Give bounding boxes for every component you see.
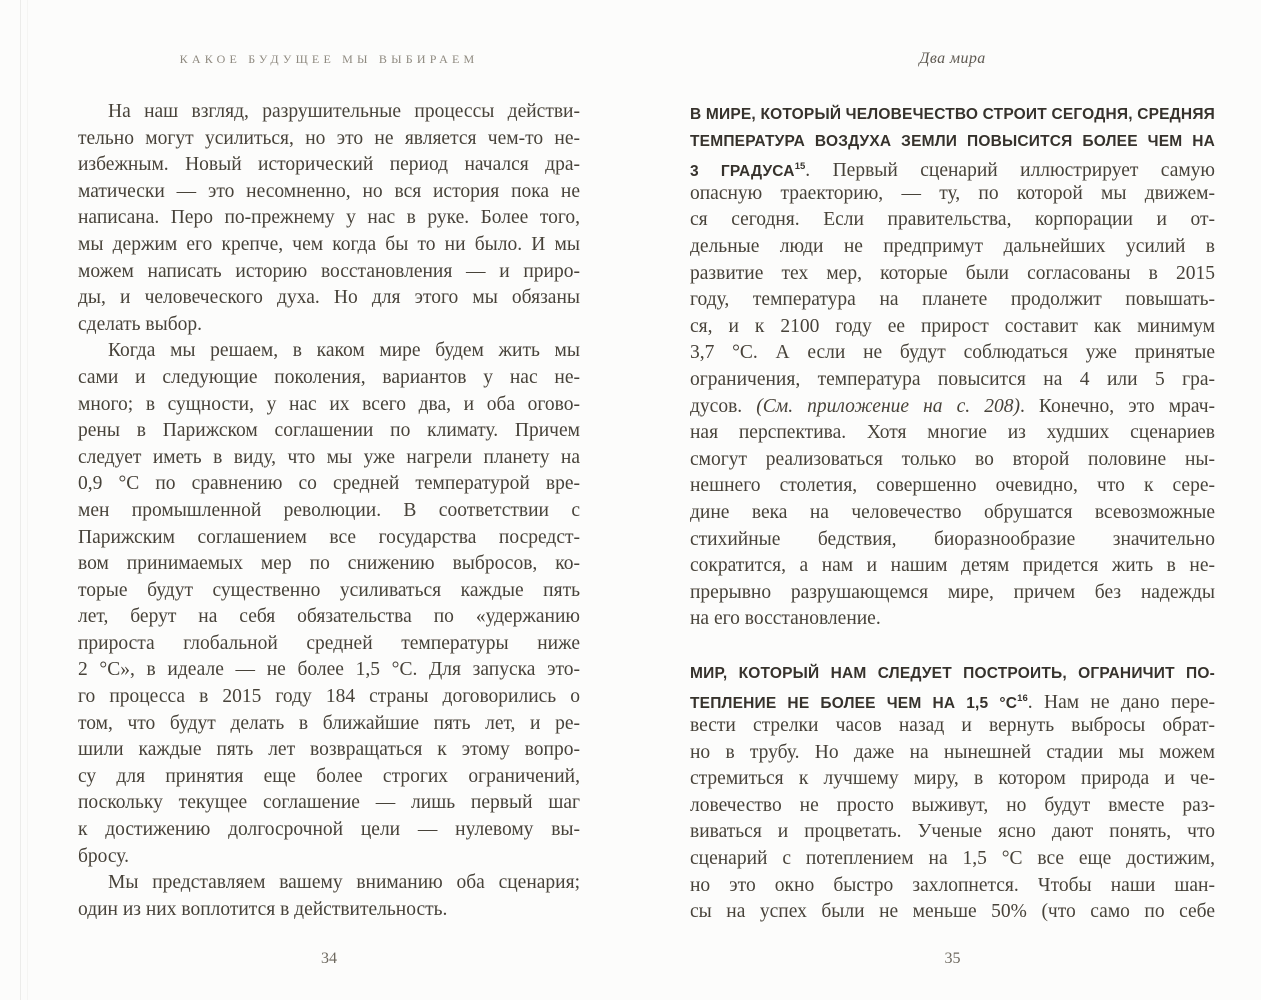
body-text: но это окно быстро захлопнется. Чтобы наши шан- <box>690 874 1215 896</box>
body-text: ловечество не просто выживут, но будут вместе раз- <box>690 794 1215 816</box>
text-line <box>690 766 1215 793</box>
text-line <box>78 392 580 419</box>
body-text: дусов. <box>690 395 757 417</box>
body-text: нешнего столетия, совершенно очевидно, что к сере- <box>690 475 1215 497</box>
body-text: го процесса в 2015 году 184 страны договорились о <box>78 686 580 708</box>
body-text: поскольку текущее соглашение — лишь первый шаг <box>78 792 580 814</box>
body-text: (См. приложение на с. 208) <box>756 395 1020 417</box>
body-text: стихийные бедствия, биоразнообразие значительно <box>690 528 1215 550</box>
body-text: написана. Перо по-прежнему у нас в руке. Более того, <box>78 207 580 229</box>
text-line <box>690 660 1215 687</box>
text-line <box>78 578 580 605</box>
text-line <box>690 234 1215 261</box>
text-line <box>78 498 580 525</box>
body-text: Когда мы решаем, в каком мире будем жить мы <box>108 340 580 362</box>
text-line <box>78 764 580 791</box>
body-text: прерывно разрушающемся мире, причем без надежды <box>690 581 1215 603</box>
body-text: Мы представляем вашему вниманию оба сценария; <box>108 872 580 894</box>
body-text: сами и следующие поколения, вариантов у нас не- <box>78 366 580 388</box>
heading-text: 3 ГРАДУСА <box>690 163 795 181</box>
right-page <box>690 0 1215 1000</box>
text-line <box>690 793 1215 820</box>
text-line <box>690 181 1215 208</box>
text-line <box>78 631 580 658</box>
text-line <box>78 844 580 871</box>
body-text: вом принимаемых мер по снижению выбросов, ко- <box>78 553 580 575</box>
body-text: опасную траекторию, — ту, по которой мы движем- <box>690 182 1215 204</box>
body-text: шили каждые пять лет возвращаться к этому вопро- <box>78 739 580 761</box>
body-text: дине века на человечество обрушатся всевозможные <box>690 501 1215 523</box>
text-line <box>78 152 580 179</box>
body-text: сократится, а нам и нашим детям придется жить в не- <box>690 555 1215 577</box>
text-line <box>690 207 1215 234</box>
body-text: 0,9 °С по сравнению со средней температурой вре- <box>78 473 580 495</box>
body-text: ная перспектива. Хотя многие из худших сценариев <box>690 422 1215 444</box>
body-text: . Первый сценарий иллюстрирует самую <box>805 160 1216 182</box>
body-text: стремиться к лучшему миру, в котором природа и че- <box>690 768 1215 790</box>
text-line <box>690 314 1215 341</box>
body-text: ограничения, температура повысится на 4 или 5 гра- <box>690 368 1215 390</box>
text-line <box>78 338 580 365</box>
text-line <box>690 899 1215 926</box>
text-line <box>690 287 1215 314</box>
left-page-body <box>78 99 580 923</box>
body-text: сделать выбор. <box>78 313 203 335</box>
text-line <box>690 846 1215 873</box>
text-line <box>690 420 1215 447</box>
text-line <box>78 445 580 472</box>
text-line <box>690 154 1215 181</box>
text-line <box>78 604 580 631</box>
body-text: один из них воплотится в действительность. <box>78 898 448 920</box>
text-line <box>78 205 580 232</box>
heading-text: МИР, КОТОРЫЙ НАМ СЛЕДУЕТ ПОСТРОИТЬ, ОГРАНИЧИТ ПО- <box>690 664 1215 682</box>
text-line <box>78 737 580 764</box>
text-line <box>78 418 580 445</box>
body-text: следует иметь в виду, что мы уже нагрели планету на <box>78 446 580 468</box>
text-line <box>690 553 1215 580</box>
body-text: На наш взгляд, разрушительные процессы действи- <box>108 101 580 122</box>
body-text: 2 °С», в идеале — не более 1,5 °С. Для запуска это- <box>78 659 580 681</box>
text-line <box>690 101 1215 128</box>
text-line <box>78 259 580 286</box>
body-text: тельно могут усилиться, но это не является чем-то не- <box>78 127 580 149</box>
text-line <box>690 261 1215 288</box>
text-line <box>690 367 1215 394</box>
body-text: смогут реализоваться только во второй половине ны- <box>690 448 1215 470</box>
text-line <box>78 817 580 844</box>
body-text: 3,7 °С. А если не будут соблюдаться уже принятые <box>690 342 1215 364</box>
text-line <box>690 580 1215 607</box>
body-text: матически — это несомненно, но вся история пока не <box>78 180 580 202</box>
text-line <box>78 525 580 552</box>
body-text: много; в сущности, у нас их всего два, и оба огово- <box>78 393 580 415</box>
text-line <box>690 686 1215 713</box>
body-text: прироста глобальной средней температуры ниже <box>78 632 580 654</box>
body-text: мы держим его крепче, чем когда бы то ни было. И мы <box>78 233 580 255</box>
text-line <box>690 606 1215 633</box>
text-line <box>78 471 580 498</box>
text-line <box>78 657 580 684</box>
text-line <box>690 447 1215 474</box>
body-text: сценарий с потеплением на 1,5 °С все еще достижим, <box>690 848 1215 870</box>
running-head-left: КАКОЕ БУДУЩЕЕ МЫ ВЫБИРАЕМ <box>179 52 479 66</box>
heading-text: В МИРЕ, КОТОРЫЙ ЧЕЛОВЕЧЕСТВО СТРОИТ СЕГОДНЯ, СРЕДНЯЯ <box>690 106 1215 123</box>
text-line <box>690 500 1215 527</box>
text-line <box>690 740 1215 767</box>
text-line <box>78 126 580 153</box>
body-text: дельные люди не предпримут дальнейших усилий в <box>690 235 1215 257</box>
body-text: но в трубу. Но даже на нынешней стадии мы можем <box>690 741 1215 763</box>
body-text: ся сегодня. Если правительства, корпорации и от- <box>690 209 1215 231</box>
body-text: том, что будут делать в ближайшие пять лет, и ре- <box>78 712 580 734</box>
text-line <box>78 551 580 578</box>
body-text: лет, берут на себя обязательства по «удержанию <box>78 606 580 628</box>
body-text: торые будут существенно усиливаться каждые пять <box>78 579 580 601</box>
left-page <box>78 0 580 1000</box>
body-text: развитие тех мер, которые были согласованы в 2015 <box>690 262 1215 284</box>
body-text: сы на успех были не меньше 50% (что само по себе <box>690 901 1215 923</box>
page-edge-line-faint <box>27 0 28 1000</box>
body-text: ся, и к 2100 году ее прирост составит как минимум <box>690 315 1215 337</box>
body-text: Парижским соглашением все государства посредст- <box>78 526 580 548</box>
body-text: к достижению долгосрочной цели — нулевому вы- <box>78 819 580 841</box>
text-line <box>690 340 1215 367</box>
page-number-left: 34 <box>321 950 337 967</box>
body-text: . Нам не дано пере- <box>1027 692 1215 714</box>
page-number-right: 35 <box>944 950 961 967</box>
text-line <box>78 711 580 738</box>
text-line <box>78 897 580 924</box>
body-text: на его восстановление. <box>690 608 881 630</box>
body-text: избежным. Новый исторический период начался дра- <box>78 154 580 176</box>
text-line <box>78 179 580 206</box>
body-text: мен промышленной революции. В соответствии с <box>78 499 580 521</box>
body-text: вести стрелки часов назад и вернуть выбросы обрат- <box>690 715 1215 737</box>
running-head-right: Два мира <box>919 50 986 67</box>
text-line <box>78 232 580 259</box>
text-line <box>78 365 580 392</box>
body-text: году, температура на планете продолжит повышать- <box>690 289 1215 311</box>
body-text: . Конечно, это мрач- <box>1019 395 1215 417</box>
footnote-ref: 16 <box>1017 693 1028 705</box>
body-text: су для принятия еще более строгих ограничений, <box>78 765 580 787</box>
body-text: бросу. <box>78 845 129 867</box>
text-line <box>78 312 580 339</box>
text-line <box>78 870 580 897</box>
text-line <box>690 819 1215 846</box>
text-line <box>78 684 580 711</box>
footnote-ref: 15 <box>794 161 806 173</box>
text-line <box>690 873 1215 900</box>
body-text: виваться и процветать. Ученые ясно дают понять, что <box>690 821 1215 843</box>
text-line <box>690 394 1215 421</box>
text-line <box>690 473 1215 500</box>
text-line <box>78 99 580 126</box>
body-text: ды, и человеческого духа. Но для этого мы обязаны <box>78 287 580 309</box>
heading-text: ТЕПЛЕНИЕ НЕ БОЛЕЕ ЧЕМ НА 1,5 °С <box>690 695 1018 713</box>
page-edge-line <box>20 0 21 1000</box>
right-page-body <box>690 101 1215 926</box>
text-line <box>78 285 580 312</box>
text-line <box>690 527 1215 554</box>
body-text: можем написать историю восстановления — и приро- <box>78 260 580 282</box>
text-line <box>690 128 1215 155</box>
body-text: рены в Парижском соглашении по климату. Причем <box>78 420 580 442</box>
text-line <box>690 713 1215 740</box>
text-line <box>78 790 580 817</box>
heading-text: ТЕМПЕРАТУРА ВОЗДУХА ЗЕМЛИ ПОВЫСИТСЯ БОЛЕЕ ЧЕМ НА <box>690 132 1215 150</box>
